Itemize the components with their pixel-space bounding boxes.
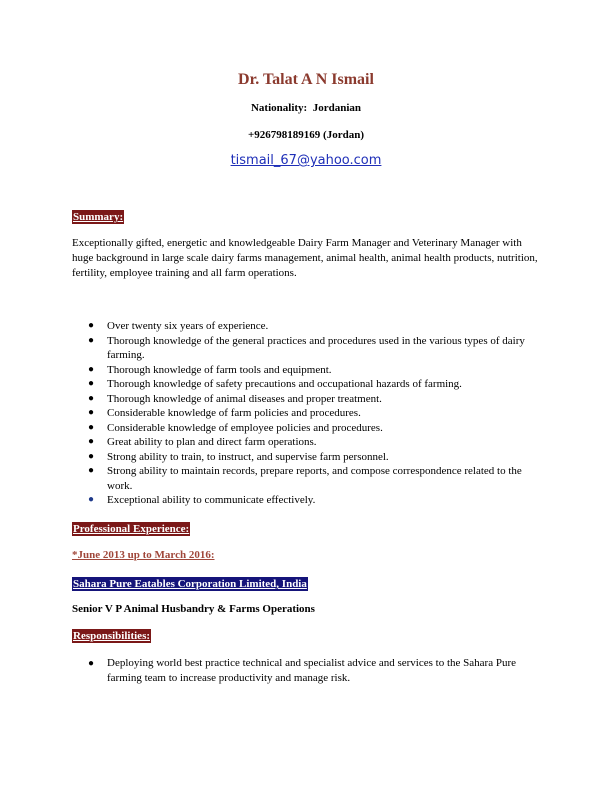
bullet-icon: ● — [88, 421, 95, 433]
skill-text: Thorough knowledge of the general practices and procedures used in the various types of dairy farming. — [107, 334, 525, 361]
skill-text: Over twenty six years of experience. — [107, 320, 269, 332]
responsibilities-heading: Responsibilities: — [73, 630, 151, 642]
list-item — [88, 319, 544, 334]
summary-paragraph: Exceptionally gifted, energetic and knowledgeable Dairy Farm Manager and Veterinary Manager with huge background in large scale dairy farms management, animal health, animal health products, nutrition, fertility, employee training and all farm operations. — [72, 237, 538, 279]
bullet-icon: ● — [88, 378, 95, 389]
bullet-icon: ● — [88, 465, 95, 476]
skill-text: Great ability to plan and direct farm operations. — [107, 436, 317, 448]
skill-text: Considerable knowledge of farm policies and procedures. — [107, 407, 361, 419]
email-link[interactable]: tismail_67@yahoo.com — [230, 153, 382, 168]
skill-text: Strong ability to train, to instruct, and supervise farm personnel. — [107, 450, 389, 463]
skill-text: Exceptional ability to communicate effectively. — [107, 494, 316, 506]
skill-text: Strong ability to maintain records, prepare reports, and compose correspondence related to the work. — [107, 465, 522, 492]
bullet-icon: ● — [88, 407, 95, 418]
summary-heading: Summary: — [73, 211, 124, 223]
list-item — [88, 435, 544, 450]
experience-heading: Professional Experience: — [73, 523, 190, 535]
list-item — [88, 421, 544, 436]
phone-number: +926798189169 (Jordan) — [248, 129, 364, 141]
nationality-line: Nationality: Jordanian — [250, 102, 361, 114]
employment-period: *June 2013 up to March 2016: — [72, 549, 215, 561]
bullet-icon: ● — [88, 320, 95, 331]
list-item — [88, 656, 544, 686]
list-item — [88, 334, 544, 363]
list-item — [88, 493, 544, 508]
bullet-icon: ● — [88, 392, 95, 404]
skill-text: Thorough knowledge of animal diseases and proper treatment. — [107, 392, 382, 405]
job-title: Senior V P Animal Husbandry & Farms Operations — [72, 603, 315, 615]
skill-text: Thorough knowledge of farm tools and equipment. — [107, 363, 332, 376]
list-item — [88, 363, 544, 378]
bullet-icon: ● — [88, 363, 95, 375]
list-item — [88, 450, 544, 465]
email-line — [0, 153, 612, 168]
responsibility-text: Deploying world best practice technical and specialist advice and services to the Sahara Pure farming team to increase productivity and manage risk. — [107, 657, 516, 684]
company-name: Sahara Pure Eatables Corporation Limited, India — [73, 578, 307, 590]
skills-list — [88, 319, 544, 508]
list-item — [88, 392, 544, 407]
list-item — [88, 464, 544, 493]
skill-text: Considerable knowledge of employee policies and procedures. — [107, 421, 383, 434]
bullet-icon: ● — [88, 436, 95, 447]
skill-text: Thorough knowledge of safety precautions and occupational hazards of farming. — [107, 378, 462, 390]
candidate-name: Dr. Talat A N Ismail — [238, 71, 374, 88]
list-item — [88, 377, 544, 392]
bullet-icon: ● — [88, 494, 95, 505]
responsibilities-list — [88, 656, 544, 686]
bullet-icon: ● — [88, 658, 95, 669]
bullet-icon: ● — [88, 450, 95, 462]
bullet-icon: ● — [88, 334, 95, 346]
list-item — [88, 406, 544, 421]
